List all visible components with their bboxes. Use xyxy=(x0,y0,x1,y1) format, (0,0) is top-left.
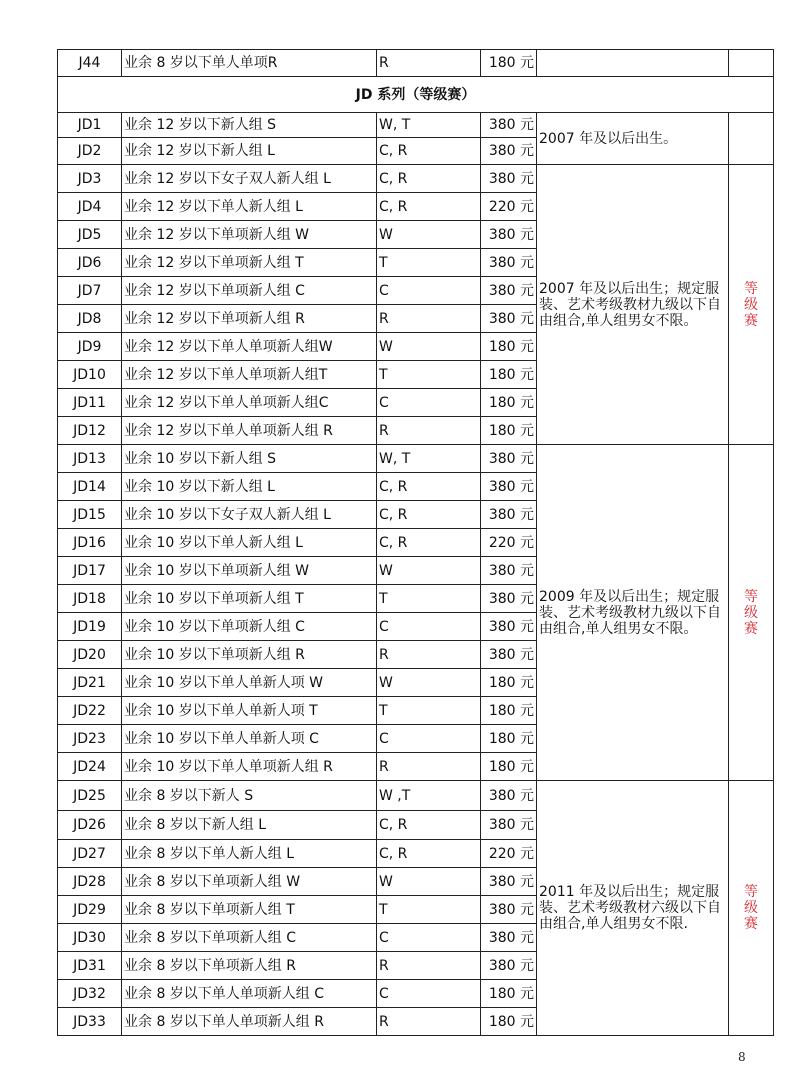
dance-cell: R xyxy=(377,305,481,333)
code-cell: JD30 xyxy=(58,924,122,952)
dance-cell: W xyxy=(377,669,481,697)
dance-cell: W, T xyxy=(377,113,481,138)
fee-cell: 380 元 xyxy=(481,138,537,165)
event-name-cell: 业余 12 岁以下单人单项新人组 R xyxy=(122,417,377,445)
dance-cell: R xyxy=(377,50,481,77)
fee-cell: 380 元 xyxy=(481,277,537,305)
dance-cell: R xyxy=(377,641,481,669)
fee-cell: 380 元 xyxy=(481,113,537,138)
event-name-cell: 业余 12 岁以下单项新人组 C xyxy=(122,277,377,305)
code-cell: JD32 xyxy=(58,980,122,1008)
fee-cell: 380 元 xyxy=(481,924,537,952)
code-cell: JD27 xyxy=(58,840,122,868)
code-cell: JD18 xyxy=(58,585,122,613)
fee-cell: 180 元 xyxy=(481,1008,537,1036)
fee-cell: 380 元 xyxy=(481,305,537,333)
event-name-cell: 业余 8 岁以下单项新人组 R xyxy=(122,952,377,980)
event-name-cell: 业余 12 岁以下女子双人新人组 L xyxy=(122,165,377,193)
fee-cell: 380 元 xyxy=(481,952,537,980)
code-cell: JD9 xyxy=(58,333,122,361)
level-competition-tag xyxy=(729,781,774,1036)
dance-cell: R xyxy=(377,417,481,445)
fee-cell: 380 元 xyxy=(481,811,537,840)
fee-cell: 380 元 xyxy=(481,868,537,896)
eligibility-note: 2007 年及以后出生。 xyxy=(537,113,729,165)
event-name-cell: 业余 10 岁以下单人单项新人组 R xyxy=(122,753,377,781)
tag-character: 赛 xyxy=(744,620,758,637)
eligibility-note: 2011 年及以后出生；规定服装、艺术考级教材六级以下自由组合,单人组男女不限. xyxy=(537,781,729,1036)
event-name-cell: 业余 8 岁以下单人单项新人组 R xyxy=(122,1008,377,1036)
dance-cell: C, R xyxy=(377,193,481,221)
fee-cell: 180 元 xyxy=(481,333,537,361)
dance-cell: C xyxy=(377,613,481,641)
tag-character: 等 xyxy=(744,884,758,900)
tag-character: 级 xyxy=(744,604,758,621)
event-name-cell: 业余 8 岁以下单人新人组 L xyxy=(122,840,377,868)
event-name-cell: 业余 12 岁以下单项新人组 T xyxy=(122,249,377,277)
dance-cell: W, T xyxy=(377,445,481,473)
fee-cell: 180 元 xyxy=(481,417,537,445)
dance-cell: W xyxy=(377,333,481,361)
event-name-cell: 业余 10 岁以下单项新人组 T xyxy=(122,585,377,613)
tag-character: 等 xyxy=(744,588,758,605)
tag-character: 级 xyxy=(744,296,758,313)
event-name-cell: 业余 8 岁以下新人 S xyxy=(122,781,377,811)
dance-cell: R xyxy=(377,1008,481,1036)
fee-cell: 180 元 xyxy=(481,361,537,389)
code-cell: JD13 xyxy=(58,445,122,473)
dance-cell: C xyxy=(377,980,481,1008)
code-cell: JD23 xyxy=(58,725,122,753)
fee-cell: 380 元 xyxy=(481,473,537,501)
fee-cell: 380 元 xyxy=(481,221,537,249)
fee-cell: 180 元 xyxy=(481,669,537,697)
fee-cell: 180 元 xyxy=(481,980,537,1008)
dance-cell: T xyxy=(377,697,481,725)
fee-cell: 220 元 xyxy=(481,840,537,868)
code-cell: JD3 xyxy=(58,165,122,193)
code-cell: JD26 xyxy=(58,811,122,840)
dance-cell: W xyxy=(377,221,481,249)
code-cell: JD21 xyxy=(58,669,122,697)
dance-cell: W xyxy=(377,557,481,585)
event-name-cell: 业余 8 岁以下单项新人组 T xyxy=(122,896,377,924)
fee-cell: 220 元 xyxy=(481,529,537,557)
tag-cell-empty xyxy=(729,50,774,77)
dance-cell: R xyxy=(377,952,481,980)
code-cell: JD15 xyxy=(58,501,122,529)
fee-cell: 380 元 xyxy=(481,781,537,811)
event-name-cell: 业余 10 岁以下单人新人组 L xyxy=(122,529,377,557)
fee-cell: 180 元 xyxy=(481,725,537,753)
code-cell: JD17 xyxy=(58,557,122,585)
fee-cell: 380 元 xyxy=(481,249,537,277)
event-name-cell: 业余 12 岁以下新人组 S xyxy=(122,113,377,138)
competition-table xyxy=(57,49,774,1036)
code-cell: J44 xyxy=(58,50,122,77)
section-title: JD 系列（等级赛） xyxy=(58,77,774,113)
tag-character: 级 xyxy=(744,900,758,916)
event-name-cell: 业余 12 岁以下单人单项新人组C xyxy=(122,389,377,417)
dance-cell: R xyxy=(377,753,481,781)
fee-cell: 380 元 xyxy=(481,896,537,924)
dance-cell: C, R xyxy=(377,165,481,193)
code-cell: JD11 xyxy=(58,389,122,417)
dance-cell: T xyxy=(377,896,481,924)
dance-cell: W ,T xyxy=(377,781,481,811)
level-competition-tag xyxy=(729,165,774,445)
event-name-cell: 业余 10 岁以下单人单新人项 W xyxy=(122,669,377,697)
code-cell: JD29 xyxy=(58,896,122,924)
code-cell: JD31 xyxy=(58,952,122,980)
tag-character: 赛 xyxy=(744,312,758,329)
code-cell: JD33 xyxy=(58,1008,122,1036)
fee-cell: 380 元 xyxy=(481,641,537,669)
fee-cell: 180 元 xyxy=(481,753,537,781)
event-name-cell: 业余 10 岁以下单人单新人项 C xyxy=(122,725,377,753)
table-row xyxy=(58,165,774,193)
section-header-row xyxy=(58,77,774,113)
fee-cell: 380 元 xyxy=(481,165,537,193)
event-name-cell: 业余 10 岁以下新人组 L xyxy=(122,473,377,501)
dance-cell: C xyxy=(377,725,481,753)
fee-cell: 380 元 xyxy=(481,585,537,613)
event-name-cell: 业余 12 岁以下新人组 L xyxy=(122,138,377,165)
event-name-cell: 业余 8 岁以下单人单项新人组 C xyxy=(122,980,377,1008)
code-cell: JD6 xyxy=(58,249,122,277)
event-name-cell: 业余 12 岁以下单人单项新人组W xyxy=(122,333,377,361)
fee-cell: 380 元 xyxy=(481,501,537,529)
code-cell: JD19 xyxy=(58,613,122,641)
fee-cell: 380 元 xyxy=(481,557,537,585)
dance-cell: C xyxy=(377,389,481,417)
event-name-cell: 业余 10 岁以下单项新人组 C xyxy=(122,613,377,641)
dance-cell: T xyxy=(377,249,481,277)
code-cell: JD20 xyxy=(58,641,122,669)
level-competition-tag xyxy=(729,445,774,781)
table-row xyxy=(58,445,774,473)
dance-cell: T xyxy=(377,361,481,389)
eligibility-note: 2009 年及以后出生；规定服装、艺术考级教材九级以下自由组合,单人组男女不限。 xyxy=(537,445,729,781)
event-name-cell: 业余 8 岁以下单项新人组 W xyxy=(122,868,377,896)
fee-cell: 380 元 xyxy=(481,613,537,641)
code-cell: JD2 xyxy=(58,138,122,165)
dance-cell: C, R xyxy=(377,138,481,165)
fee-cell: 180 元 xyxy=(481,389,537,417)
note-cell-empty xyxy=(537,50,729,77)
tag-character: 赛 xyxy=(744,916,758,932)
event-name-cell: 业余 12 岁以下单人单项新人组T xyxy=(122,361,377,389)
event-name-cell: 业余 10 岁以下单项新人组 W xyxy=(122,557,377,585)
fee-cell: 180 元 xyxy=(481,697,537,725)
table-row xyxy=(58,113,774,138)
code-cell: JD22 xyxy=(58,697,122,725)
code-cell: JD4 xyxy=(58,193,122,221)
code-cell: JD24 xyxy=(58,753,122,781)
dance-cell: C, R xyxy=(377,811,481,840)
fee-cell: 380 元 xyxy=(481,445,537,473)
event-name-cell: 业余 10 岁以下单人单新人项 T xyxy=(122,697,377,725)
code-cell: JD14 xyxy=(58,473,122,501)
dance-cell: C, R xyxy=(377,529,481,557)
event-name-cell: 业余 12 岁以下单项新人组 W xyxy=(122,221,377,249)
dance-cell: C xyxy=(377,924,481,952)
event-name-cell: 业余 10 岁以下新人组 S xyxy=(122,445,377,473)
dance-cell: W xyxy=(377,868,481,896)
event-name-cell: 业余 10 岁以下单项新人组 R xyxy=(122,641,377,669)
eligibility-note: 2007 年及以后出生；规定服装、艺术考级教材九级以下自由组合,单人组男女不限。 xyxy=(537,165,729,445)
tag-character: 等 xyxy=(744,280,758,297)
code-cell: JD1 xyxy=(58,113,122,138)
code-cell: JD7 xyxy=(58,277,122,305)
event-name-cell: 业余 10 岁以下女子双人新人组 L xyxy=(122,501,377,529)
dance-cell: C xyxy=(377,277,481,305)
dance-cell: C, R xyxy=(377,501,481,529)
code-cell: JD12 xyxy=(58,417,122,445)
page-number: 8 xyxy=(738,1050,746,1064)
tag-cell-empty xyxy=(729,113,774,165)
event-name-cell: 业余 8 岁以下单项新人组 C xyxy=(122,924,377,952)
event-name-cell: 业余 12 岁以下单人新人组 L xyxy=(122,193,377,221)
event-name-cell: 业余 12 岁以下单项新人组 R xyxy=(122,305,377,333)
fee-cell: 220 元 xyxy=(481,193,537,221)
fee-cell: 180 元 xyxy=(481,50,537,77)
code-cell: JD28 xyxy=(58,868,122,896)
code-cell: JD16 xyxy=(58,529,122,557)
dance-cell: C, R xyxy=(377,840,481,868)
dance-cell: C, R xyxy=(377,473,481,501)
event-name-cell: 业余 8 岁以下新人组 L xyxy=(122,811,377,840)
code-cell: JD10 xyxy=(58,361,122,389)
table-row xyxy=(58,50,774,77)
event-name-cell: 业余 8 岁以下单人单项R xyxy=(122,50,377,77)
code-cell: JD5 xyxy=(58,221,122,249)
dance-cell: T xyxy=(377,585,481,613)
table-row xyxy=(58,781,774,811)
code-cell: JD8 xyxy=(58,305,122,333)
code-cell: JD25 xyxy=(58,781,122,811)
